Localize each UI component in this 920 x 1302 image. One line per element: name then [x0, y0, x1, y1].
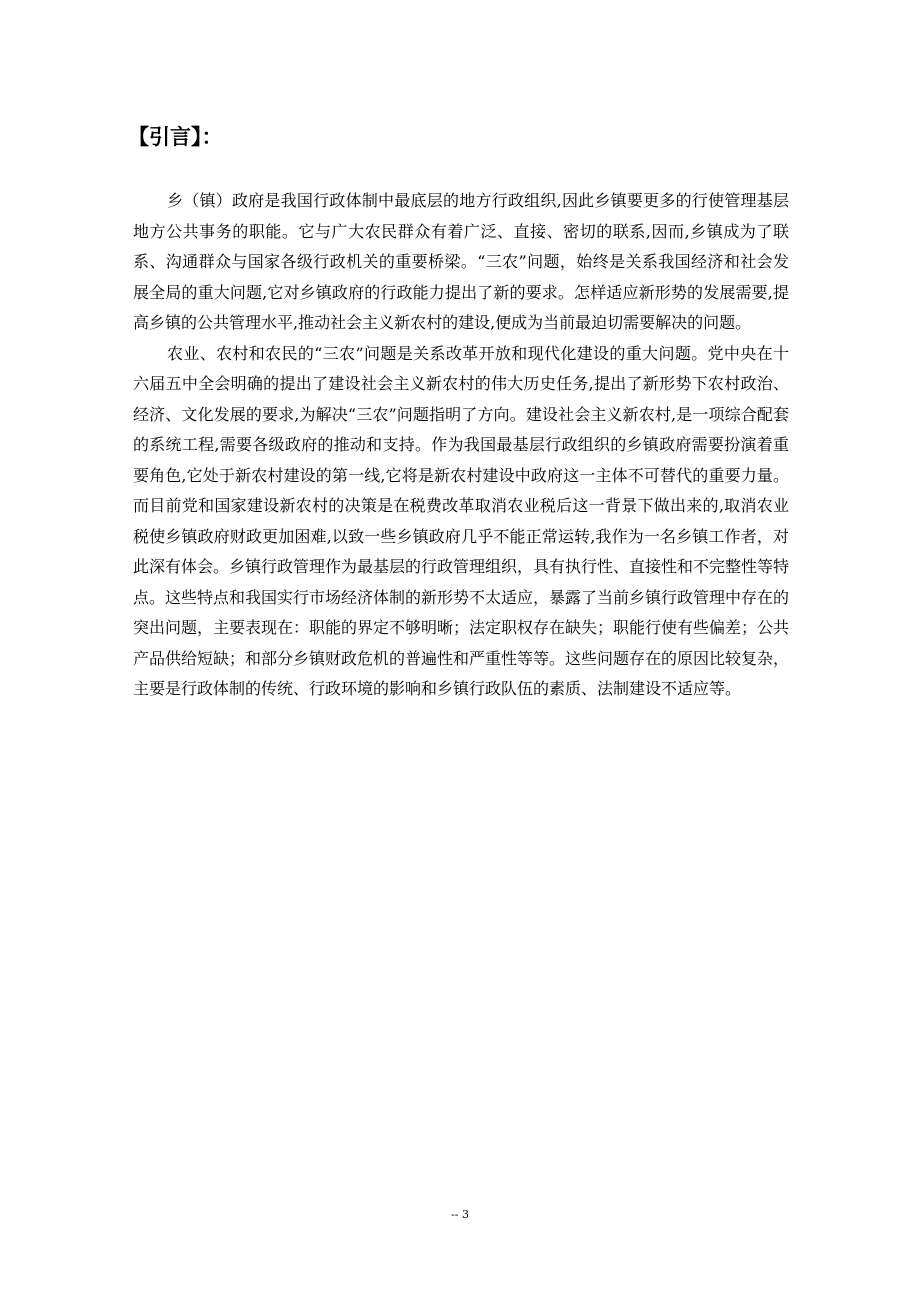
section-heading: 【引言】： — [128, 125, 223, 149]
page-number: -- 3 — [451, 1208, 469, 1221]
paragraph-2: 农业、农村和农民的“三农”问题是关系改革开放和现代化建设的重大问题。党中央在十六届五中全会明确的提出了建设社会主义新农村的伟大历史任务,提出了新形势下农村政治、经济、文化发展的要求,为解决“三农”问题指明了方向。建设社会主义新农村,是一项综合配套的系统工程,需要各级政府的推动和支持。作为我国最基层行政组织的乡镇政府需要扮演着重要角色,它处于新农村建设的第一线,它将是新农村建设中政府这一主体不可替代的重要力量。而目前党和国家建设新农村的决策是在税费改革取消农业税后这一背景下做出来的,取消农业税使乡镇政府财政更加困难,以致一些乡镇政府几乎不能正常运转,我作为一名乡镇工作者，对此深有体会。乡镇行政管理作为最基层的行政管理组织，具有执行性、直接性和不完整性等特点。这些特点和我国实行市场经济体制的新形势不太适应，暴露了当前乡镇行政管理中存在的突出问题，主要表现在：职能的界定不够明晰；法定职权存在缺失；职能行使有些偏差；公共产品供给短缺；和部分乡镇财政危机的普遍性和严重性等等。这些问题存在的原因比较复杂，主要是行政体制的传统、行政环境的影响和乡镇行政队伍的素质、法制建设不适应等。 — [133, 343, 790, 698]
body-text — [133, 186, 789, 705]
paragraph-1: 乡（镇）政府是我国行政体制中最底层的地方行政组织,因此乡镇要更多的行使管理基层地方公共事务的职能。它与广大农民群众有着广泛、直接、密切的联系,因而,乡镇成为了联系、沟通群众与国家各级行政机关的重要桥梁。“三农”问题，始终是关系我国经济和社会发展全局的重大问题,它对乡镇政府的行政能力提出了新的要求。怎样适应新形势的发展需要,提高乡镇的公共管理水平,推动社会主义新农村的建设,便成为当前最迫切需要解决的问题。 — [133, 191, 789, 332]
